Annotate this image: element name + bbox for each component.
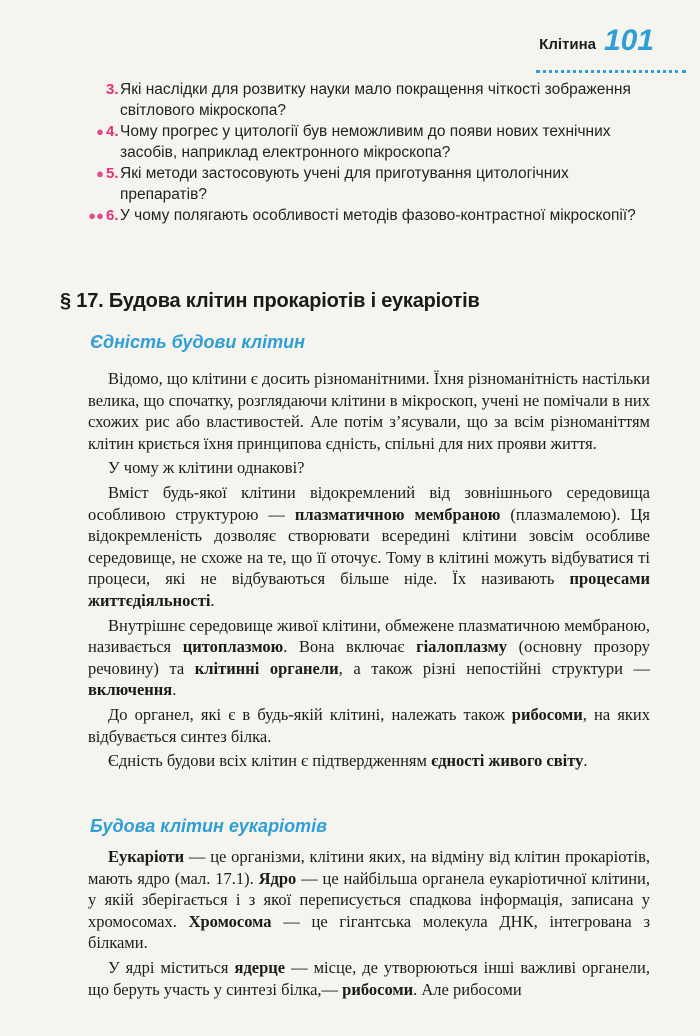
paragraph bbox=[88, 615, 650, 701]
question-item bbox=[76, 122, 652, 163]
term-eukaryotes: Еукаріоти bbox=[108, 847, 185, 866]
term-hyaloplasm: гіалоплазму bbox=[416, 637, 507, 657]
paragraph-text: (основну прозору речовину) та bbox=[88, 637, 650, 678]
paragraph-text: У ядрі міститься bbox=[108, 957, 235, 977]
paragraph bbox=[88, 957, 650, 1000]
difficulty-marks: ●● bbox=[88, 208, 104, 223]
paragraph bbox=[88, 704, 650, 747]
paragraph-text: До органел, які є в будь-якій клітині, належать також bbox=[108, 704, 512, 724]
term-organelles: клітинні органели bbox=[194, 658, 339, 678]
paragraph-text: Єдність будови всіх клітин є підтвердженням bbox=[108, 751, 432, 771]
question-text: У чому полягають особливості методів фазово-контрастної мікроскопії? bbox=[120, 207, 636, 224]
page-number: 101 bbox=[603, 24, 654, 57]
paragraph-text: . bbox=[172, 680, 177, 700]
paragraph-text: — це найбільша органела еукаріотичної клітини, у якій зберігається і з якої переписується спадкова інформація, записана у хромосомах. bbox=[88, 868, 650, 931]
question-number: 6. bbox=[106, 207, 119, 224]
term-cytoplasm: цитоплазмою bbox=[182, 637, 284, 657]
paragraph-text: Внутрішнє середовище живої клітини, обмежене плазматичною мембраною, називається bbox=[88, 615, 650, 657]
term-nucleus: Ядро bbox=[258, 868, 297, 888]
paragraph-text: , а також різні непостійні структури — bbox=[338, 658, 651, 678]
question-item bbox=[76, 80, 652, 121]
paragraph-text: . Вона включає bbox=[283, 637, 417, 657]
chapter-title: Клітина bbox=[539, 36, 596, 53]
subsection-body-eukaryotes bbox=[88, 846, 650, 1003]
term-unity-of-life: єдності живого світу bbox=[431, 751, 584, 771]
paragraph-text: . bbox=[210, 590, 215, 610]
question-text: Які наслідки для розвитку науки мало покращення чіткості зображення світлового мікроскопа? bbox=[120, 81, 631, 119]
question-text: Чому прогрес у цитології був неможливим до появи нових технічних засобів, наприклад електронного мікроскопа? bbox=[120, 123, 611, 161]
section-title: § 17. Будова клітин прокаріотів і еукаріотів bbox=[60, 290, 480, 312]
question-item bbox=[76, 206, 652, 227]
term-nucleolus: ядерце bbox=[234, 957, 286, 977]
question-number: 3. bbox=[106, 81, 119, 98]
difficulty-marks: ● bbox=[96, 124, 104, 139]
question-item bbox=[76, 164, 652, 205]
subsection-title-unity: Єдність будови клітин bbox=[90, 332, 305, 352]
paragraph bbox=[88, 457, 650, 479]
paragraph bbox=[88, 750, 650, 772]
review-questions bbox=[76, 80, 652, 228]
term-chromosome: Хромосома bbox=[188, 911, 272, 931]
term-life-processes: процесами життєдіяльності bbox=[88, 569, 650, 610]
term-inclusions: включення bbox=[88, 680, 173, 700]
difficulty-marks: ● bbox=[96, 166, 104, 181]
question-number: 5. bbox=[106, 165, 119, 182]
paragraph-text: Вміст будь-якої клітини відокремлений від зовнішнього середовища особливою структурою — bbox=[88, 482, 650, 524]
term-ribosomes: рибосоми bbox=[511, 704, 583, 724]
paragraph bbox=[88, 368, 650, 454]
question-text: Які методи застосовують учені для приготування цитологічних препаратів? bbox=[120, 165, 569, 203]
paragraph-text: . Але рибосоми bbox=[413, 979, 522, 999]
paragraph-text: — це гігантська молекула ДНК, інтегрована з білками. bbox=[88, 911, 650, 953]
paragraph bbox=[88, 482, 650, 612]
subsection-body-unity bbox=[88, 368, 650, 775]
paragraph-text: Відомо, що клітини є досить різноманітними. Їхня різноманітність настільки велика, що спочатку, розглядаючи клітини в мікроскоп, учені не помічали в них схожих рис або властивостей. Але потім з’ясували, що за всім різноманіттям клітин криється їхня принципова єдність, спільні для них прояви життя. bbox=[88, 369, 650, 453]
paragraph-text: (плазмалемою). Ця відокремленість дозволяє створювати всередині клітини зовсім особливе середовище, не схоже на те, що її оточує. Тому в клітині можуть відбуватися ті процеси, які не відбуваються більше ніде. Їх називають bbox=[88, 504, 650, 589]
paragraph bbox=[88, 846, 650, 954]
paragraph-text: — це організми, клітини яких, на відміну від клітин прокаріотів, мають ядро (мал. 17.1). bbox=[88, 847, 650, 888]
paragraph-text: . bbox=[583, 751, 588, 771]
paragraph-text: — місце, де утворюються інші важливі органели, що беруть участь у синтезі білка,— bbox=[88, 957, 650, 999]
paragraph-text: , на яких відбувається синтез білка. bbox=[88, 704, 651, 746]
question-number: 4. bbox=[106, 123, 119, 140]
term-plasma-membrane: плазматичною мембраною bbox=[294, 504, 501, 524]
term-ribosomes: рибосоми bbox=[342, 979, 414, 999]
header-dotted-rule bbox=[536, 70, 686, 73]
paragraph-text: У чому ж клітини однакові? bbox=[108, 458, 305, 478]
running-header bbox=[0, 18, 700, 78]
subsection-title-eukaryotes: Будова клітин еукаріотів bbox=[90, 816, 327, 836]
